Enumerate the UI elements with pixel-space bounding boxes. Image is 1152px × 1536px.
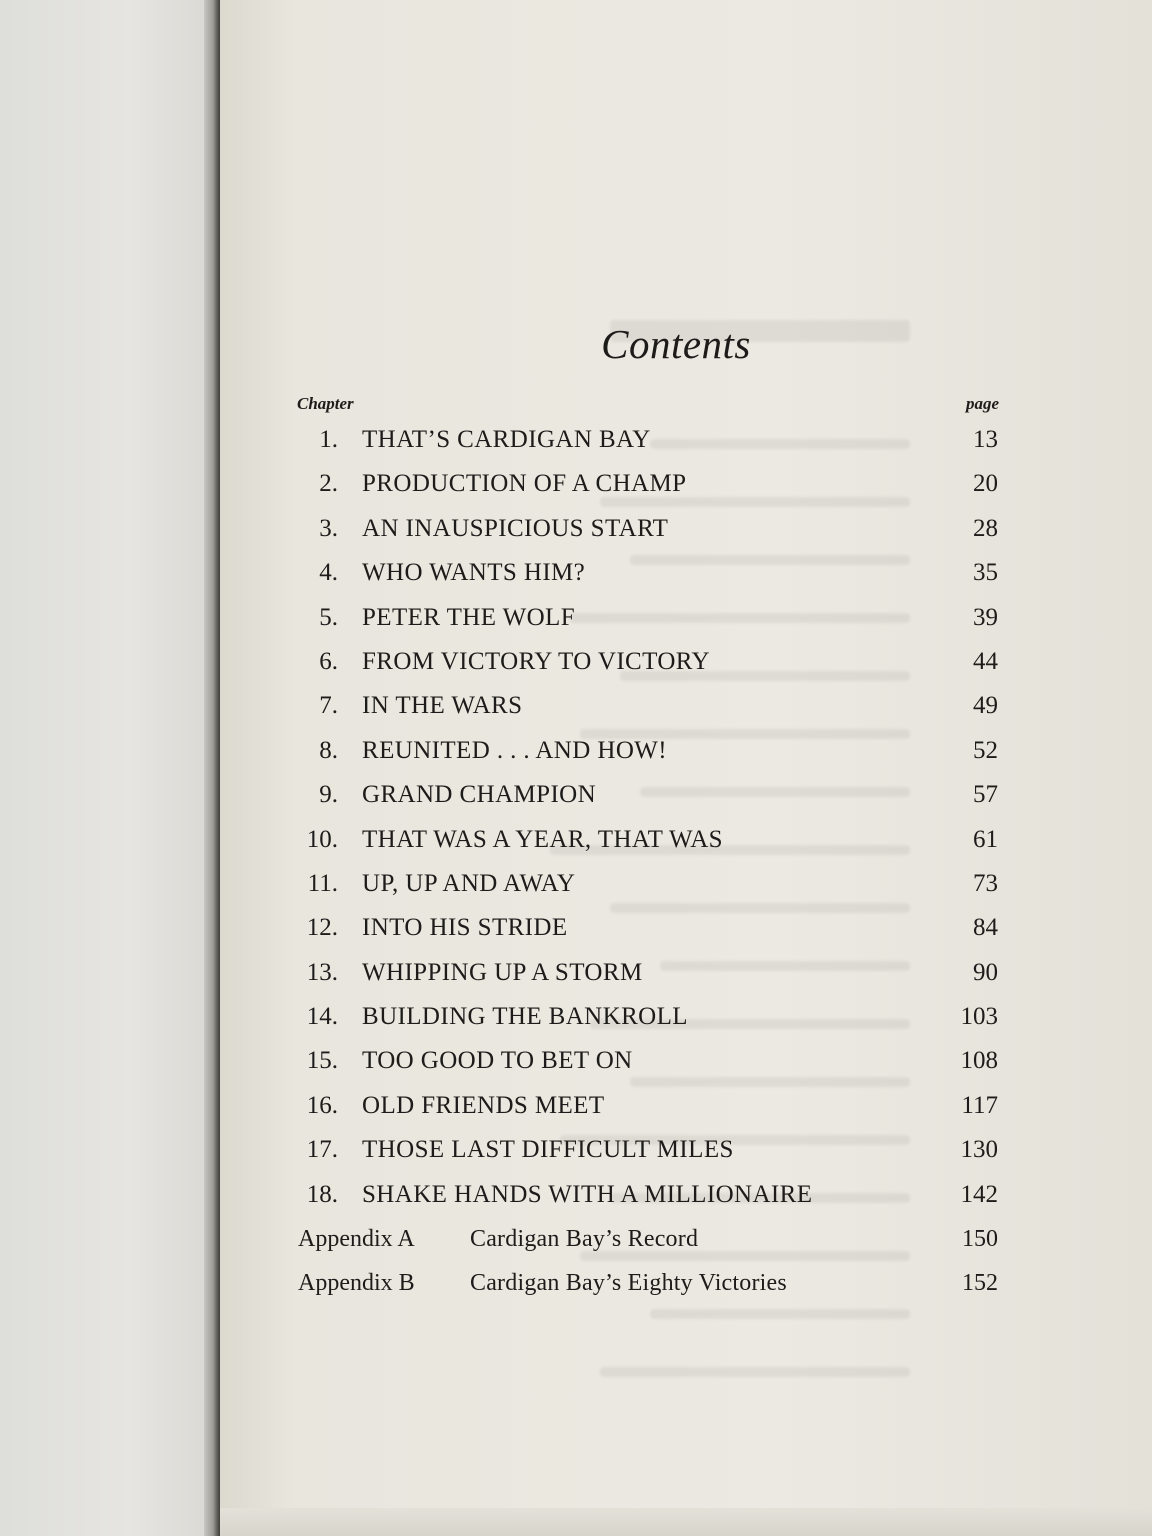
chapter-title: WHO WANTS HIM? <box>362 559 586 587</box>
chapter-number: 12. <box>306 914 338 942</box>
chapter-title: THAT WAS A YEAR, THAT WAS <box>362 825 723 853</box>
page-bottom-edge <box>220 1508 1152 1536</box>
chapter-title: PRODUCTION OF A CHAMP <box>362 470 687 498</box>
toc-entry <box>296 1045 1000 1089</box>
chapter-number: 6. <box>319 647 338 675</box>
chapter-number: 2. <box>319 470 338 498</box>
page-number: 90 <box>973 958 998 986</box>
toc-entry <box>296 1001 1000 1045</box>
toc-entry <box>296 646 1000 690</box>
chapter-title: WHIPPING UP A STORM <box>362 958 643 986</box>
page-number: 84 <box>973 914 998 942</box>
toc-entry <box>296 424 1000 468</box>
chapter-number: 15. <box>306 1047 338 1075</box>
appendix-label: Appendix A <box>298 1226 415 1253</box>
appendix-title: Cardigan Bay’s Eighty Victories <box>470 1270 787 1297</box>
chapter-number: 4. <box>319 559 338 587</box>
toc-entry <box>296 779 1000 823</box>
chapter-number: 1. <box>319 426 338 453</box>
chapter-title: TOO GOOD TO BET ON <box>362 1047 633 1075</box>
page-number: 35 <box>973 559 998 587</box>
page-number: 20 <box>973 470 998 498</box>
toc-entry <box>296 735 1000 779</box>
toc-entry <box>296 824 1000 868</box>
toc-entry <box>296 1134 1000 1178</box>
chapter-title: SHAKE HANDS WITH A MILLIONAIRE <box>362 1180 813 1208</box>
page-number: 103 <box>960 1003 998 1031</box>
toc-entry <box>296 1179 1000 1223</box>
column-headings <box>296 394 1000 416</box>
page-number: 13 <box>973 426 998 453</box>
chapter-number: 17. <box>306 1136 338 1164</box>
page-number: 52 <box>973 736 998 764</box>
left-page <box>0 0 218 1536</box>
toc-entry <box>296 868 1000 912</box>
page-number: 130 <box>960 1136 998 1164</box>
appendix-label: Appendix B <box>298 1270 415 1297</box>
chapter-title: UP, UP AND AWAY <box>362 869 576 897</box>
toc-entry <box>296 602 1000 646</box>
page-number: 150 <box>962 1226 998 1253</box>
page-column-heading: page <box>965 394 999 413</box>
chapter-list <box>296 424 1000 1312</box>
chapter-title: BUILDING THE BANKROLL <box>362 1003 688 1031</box>
chapter-number: 10. <box>306 825 338 853</box>
chapter-number: 16. <box>306 1091 338 1119</box>
toc-entry <box>296 513 1000 557</box>
chapter-title: GRAND CHAMPION <box>362 781 597 809</box>
chapter-title: OLD FRIENDS MEET <box>362 1091 605 1119</box>
book-gutter <box>204 0 220 1536</box>
page-number: 117 <box>961 1091 998 1119</box>
chapter-number: 5. <box>319 603 338 631</box>
chapter-number: 14. <box>306 1003 338 1031</box>
page-number: 44 <box>973 647 998 675</box>
toc-entry <box>296 690 1000 734</box>
appendix-title: Cardigan Bay’s Record <box>470 1226 699 1253</box>
chapter-number: 9. <box>319 781 338 809</box>
toc-entry <box>296 957 1000 1001</box>
toc-entry <box>296 912 1000 956</box>
page-number: 49 <box>973 692 998 720</box>
page-number: 142 <box>960 1180 998 1208</box>
chapter-number: 13. <box>306 958 338 986</box>
chapter-title: IN THE WARS <box>362 692 523 720</box>
chapter-number: 7. <box>319 692 338 720</box>
chapter-number: 8. <box>319 736 338 764</box>
toc-entry <box>296 468 1000 512</box>
chapter-title: THAT’S CARDIGAN BAY <box>362 426 651 453</box>
toc-entry <box>296 1090 1000 1134</box>
page-number: 28 <box>973 514 998 542</box>
chapter-title: FROM VICTORY TO VICTORY <box>362 647 710 675</box>
page-number: 39 <box>973 603 998 631</box>
chapter-number: 18. <box>306 1180 338 1208</box>
page-number: 61 <box>973 825 998 853</box>
page-number: 57 <box>973 781 998 809</box>
chapter-title: AN INAUSPICIOUS START <box>362 514 669 542</box>
appendix-entry <box>296 1267 1000 1311</box>
page-title: Contents <box>601 321 751 367</box>
chapter-title: REUNITED . . . AND HOW! <box>362 736 667 764</box>
chapter-title: INTO HIS STRIDE <box>362 914 568 942</box>
page-number: 152 <box>962 1270 998 1297</box>
chapter-title: THOSE LAST DIFFICULT MILES <box>362 1136 734 1164</box>
toc-entry <box>296 557 1000 601</box>
chapter-number: 3. <box>319 514 338 542</box>
chapter-title: PETER THE WOLF <box>362 603 576 631</box>
page-number: 73 <box>973 869 998 897</box>
chapter-number: 11. <box>307 869 338 897</box>
chapter-column-heading: Chapter <box>297 394 354 413</box>
appendix-entry <box>296 1223 1000 1267</box>
page-number: 108 <box>960 1047 998 1075</box>
